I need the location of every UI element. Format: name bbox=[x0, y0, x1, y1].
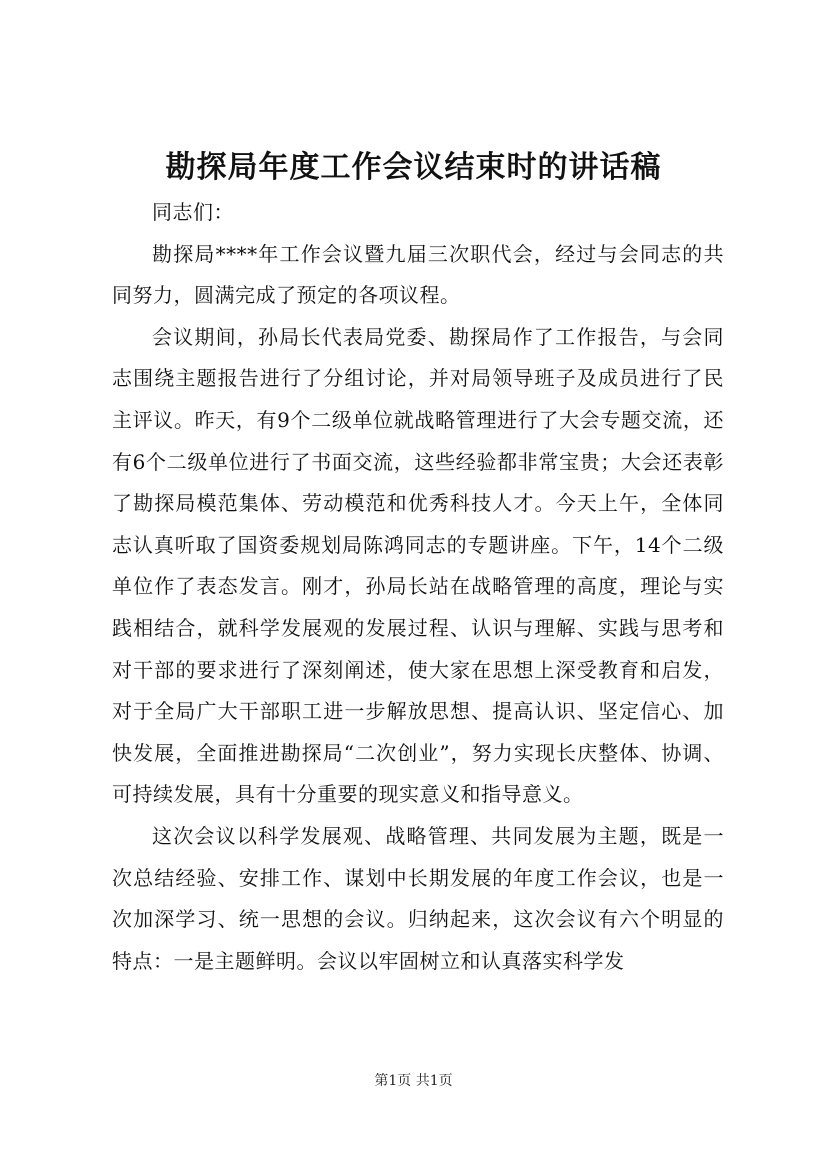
document-body bbox=[112, 192, 724, 982]
page-number-footer: 第1页 共1页 bbox=[374, 1073, 453, 1089]
paragraph-2: 会议期间，孙局长代表局党委、勘探局作了工作报告，与会同志围绕主题报告进行了分组讨论，并对局领导班子及成员进行了民主评议。昨天，有9个二级单位就战略管理进行了大会专题交流，还有6个二级单位进行了书面交流，这些经验都非常宝贵；大会还表彰了勘探局模范集体、劳动模范和优秀科技人才。今天上午，全体同志认真听取了国资委规划局陈鸿同志的专题讲座。下午，14个二级单位作了表态发言。刚才，孙局长站在战略管理的高度，理论与实践相结合，就科学发展观的发展过程、认识与理解、实践与思考和对干部的要求进行了深刻阐述，使大家在思想上深受教育和启发，对于全局广大干部职工进一步解放思想、提高认识、坚定信心、加快发展，全面推进勘探局“二次创业”，努力实现长庆整体、协调、可持续发展，具有十分重要的现实意义和指导意义。 bbox=[112, 324, 724, 807]
greeting: 同志们： bbox=[152, 200, 234, 224]
paragraph-3: 这次会议以科学发展观、战略管理、共同发展为主题，既是一次总结经验、安排工作、谋划中长期发展的年度工作会议，也是一次加深学习、统一思想的会议。归纳起来，这次会议有六个明显的特点：一是主题鲜明。会议以牢固树立和认真落实科学发 bbox=[112, 823, 724, 973]
paragraph-1: 勘探局****年工作会议暨九届三次职代会，经过与会同志的共同努力，圆满完成了预定的各项议程。 bbox=[112, 241, 724, 308]
page-title: 勘探局年度工作会议结束时的讲话稿 bbox=[165, 150, 662, 185]
